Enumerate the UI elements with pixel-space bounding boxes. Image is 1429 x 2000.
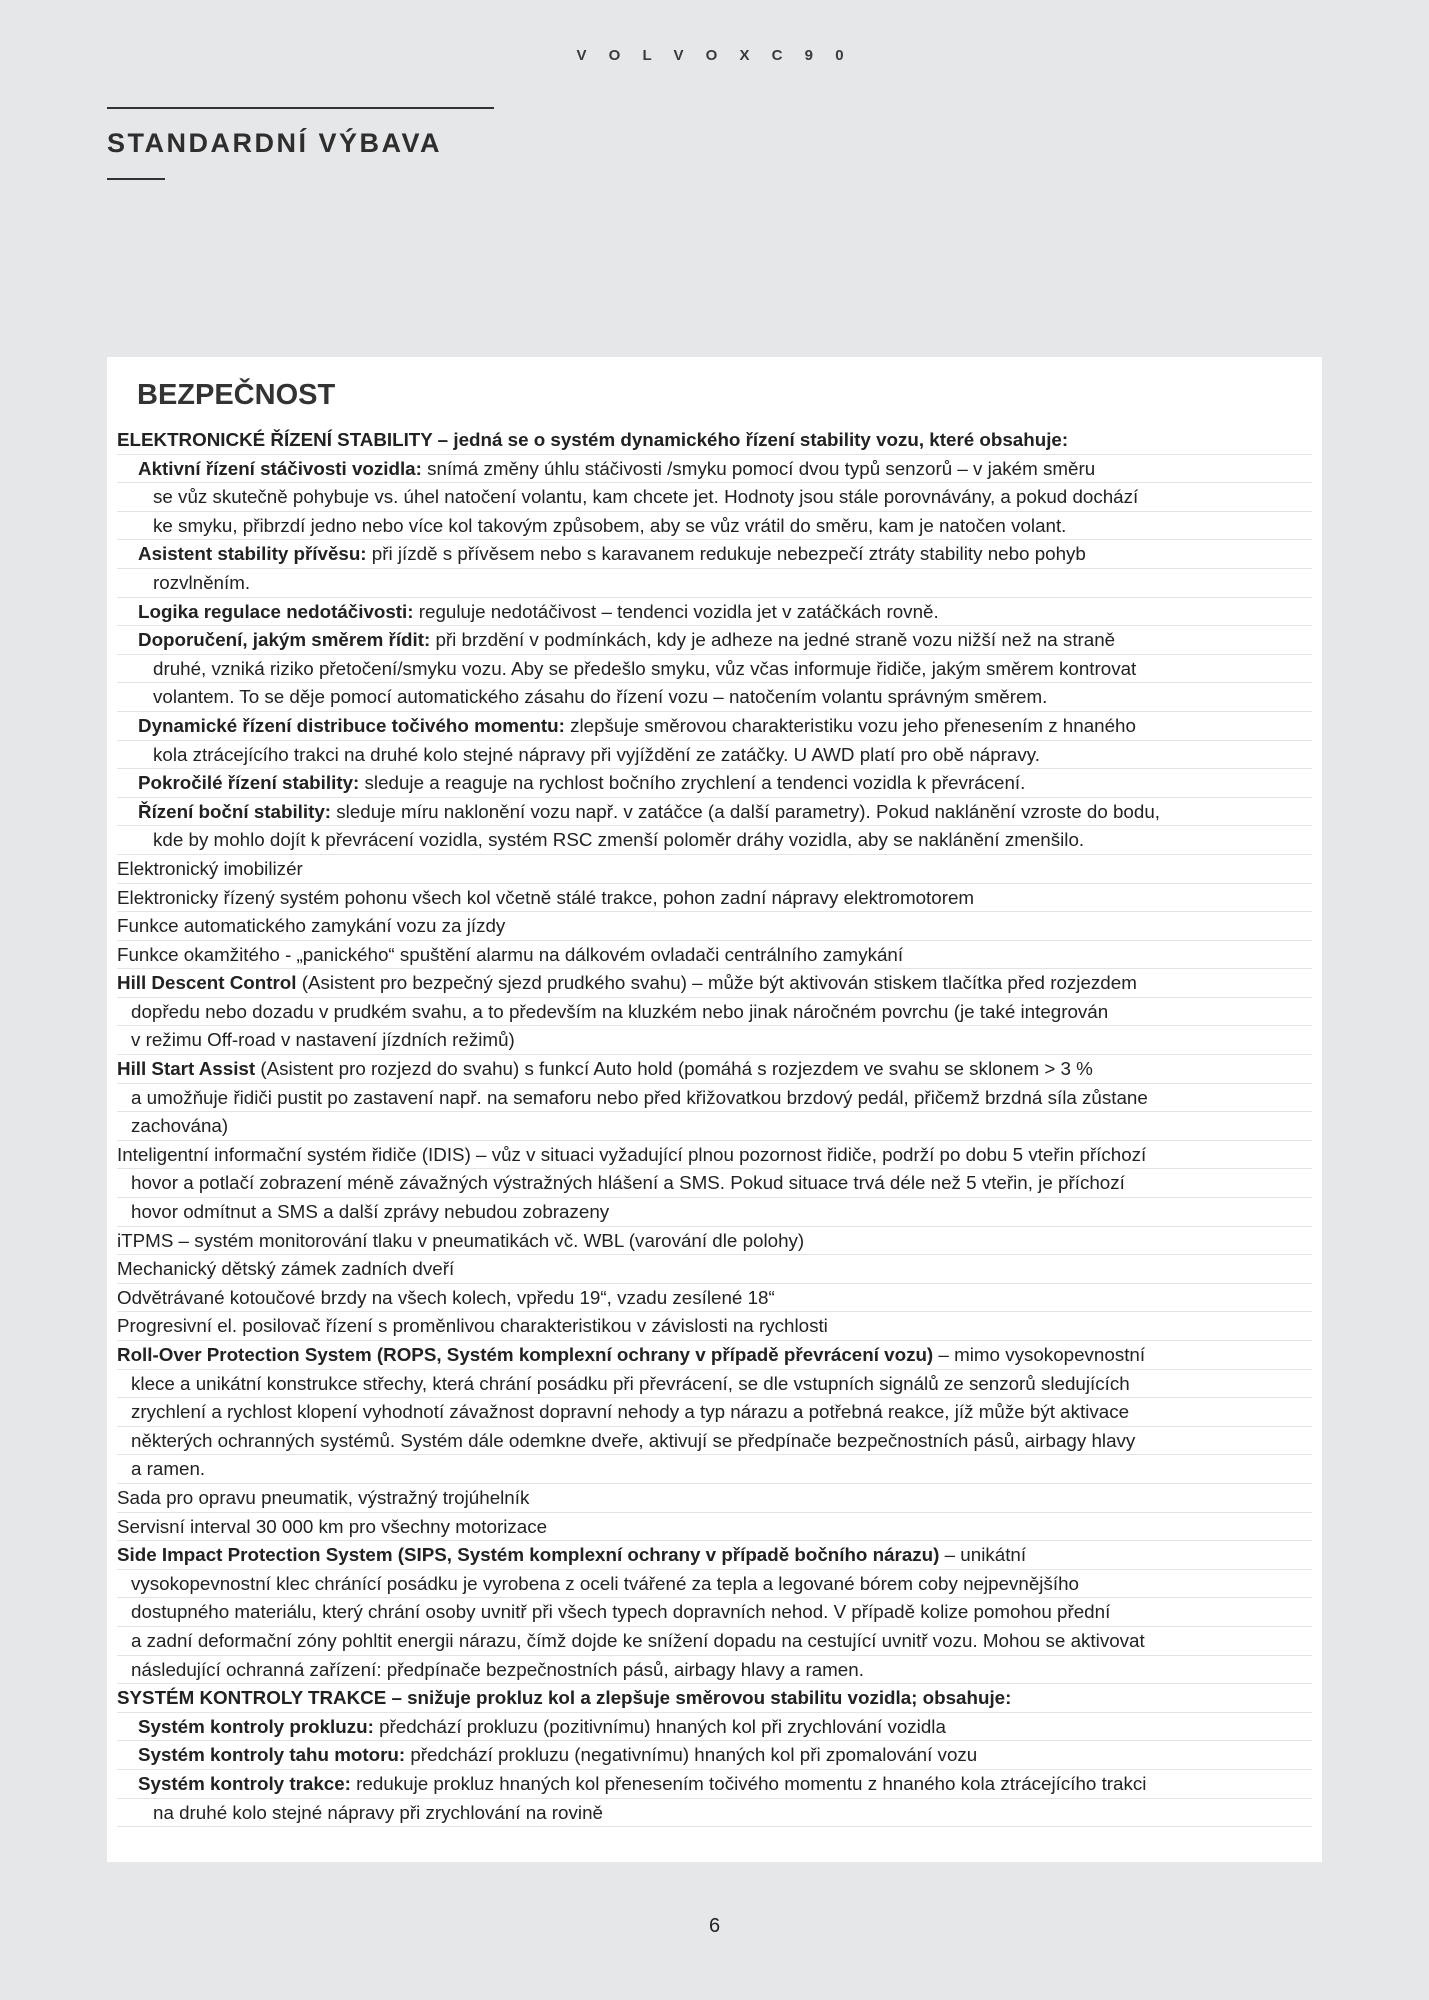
item-text: snímá změny úhlu stáčivosti /smyku pomocí dvou typů senzorů – v jakém směru xyxy=(421,457,1096,479)
list-item xyxy=(117,941,1312,970)
list-item xyxy=(117,855,1312,884)
list-item xyxy=(117,826,1312,855)
item-text: některých ochranných systémů. Systém dále odemkne dveře, aktivují se předpínače bezpečnostních pásů, airbagy hlavy xyxy=(131,1429,1136,1451)
item-text: Sada pro opravu pneumatik, výstražný trojúhelník xyxy=(117,1486,530,1508)
item-term: Side Impact Protection System (SIPS, Systém komplexní ochrany v případě bočního nárazu) xyxy=(117,1544,940,1566)
list-item xyxy=(117,626,1312,655)
item-term: ELEKTRONICKÉ ŘÍZENÍ STABILITY – jedná se o systém dynamického řízení stability vozu, které obsahuje: xyxy=(117,429,1069,450)
list-item xyxy=(117,1713,1312,1742)
list-item xyxy=(117,1684,1312,1713)
item-term: Logika regulace nedotáčivosti: xyxy=(138,600,414,622)
list-item xyxy=(117,798,1312,827)
item-text: dopředu nebo dozadu v prudkém svahu, a to především na kluzkém nebo jinak náročném povrchu (je také integrován xyxy=(131,1000,1109,1022)
item-text: na druhé kolo stejné nápravy při zrychlování na rovině xyxy=(153,1801,603,1823)
list-item xyxy=(117,1026,1312,1055)
list-item xyxy=(117,655,1312,684)
list-item xyxy=(117,1799,1312,1828)
item-text: a ramen. xyxy=(131,1458,206,1480)
list-item xyxy=(117,1284,1312,1313)
item-term: Systém kontroly trakce: xyxy=(138,1772,351,1794)
item-text: a zadní deformační zóny pohltit energii nárazu, čímž dojde ke snížení dopadu na cestující uvnitř vozu. Mohou se aktivovat xyxy=(131,1629,1145,1651)
list-item xyxy=(117,512,1312,541)
list-item xyxy=(117,455,1312,484)
item-text: následující ochranná zařízení: předpínače bezpečnostních pásů, airbagy hlavy a ramen. xyxy=(131,1658,864,1680)
item-text: sleduje míru naklonění vozu např. v zatáčce (a další parametry). Pokud naklánění vzroste do bodu, xyxy=(331,800,1160,822)
list-item xyxy=(117,1084,1312,1113)
list-item xyxy=(117,769,1312,798)
item-text: Funkce automatického zamykání vozu za jízdy xyxy=(117,915,506,937)
list-item xyxy=(117,1541,1312,1570)
list-item xyxy=(117,1198,1312,1227)
list-item xyxy=(117,1770,1312,1799)
list-item xyxy=(117,540,1312,569)
item-text: předchází prokluzu (negativnímu) hnaných kol při zpomalování vozu xyxy=(405,1744,978,1766)
item-term: Roll-Over Protection System (ROPS, Systém komplexní ochrany v případě převrácení vozu) xyxy=(117,1344,934,1365)
item-text: zrychlení a rychlost klopení vyhodnotí závažnost dopravní nehody a typ nárazu a potřebná reakce, jíž může být aktivace xyxy=(131,1401,1130,1423)
list-item xyxy=(117,1484,1312,1513)
list-item xyxy=(117,969,1312,998)
list-item xyxy=(117,1598,1312,1627)
item-text: druhé, vzniká riziko přetočení/smyku vozu. Aby se předešlo smyku, vůz včas informuje řidiče, jakým směrem kontrovat xyxy=(153,657,1137,679)
item-text: kola ztrácejícího trakci na druhé kolo stejné nápravy při vyjíždění ze zatáčky. U AWD platí pro obě nápravy. xyxy=(153,743,1040,765)
item-text: reguluje nedotáčivost – tendenci vozidla jet v zatáčkách rovně. xyxy=(413,600,939,622)
list-item xyxy=(117,1141,1312,1170)
item-term: SYSTÉM KONTROLY TRAKCE – snižuje prokluz kol a zlepšuje směrovou stabilitu vozidla; obsahuje: xyxy=(117,1687,1012,1709)
item-text: hovor odmítnut a SMS a další zprávy nebudou zobrazeny xyxy=(131,1201,610,1223)
list-item xyxy=(117,884,1312,913)
list-item xyxy=(117,569,1312,598)
item-term: Hill Start Assist xyxy=(117,1058,256,1080)
item-text: ke smyku, přibrzdí jedno nebo více kol takovým způsobem, aby se vůz vrátil do směru, kam je natočen volant. xyxy=(153,514,1067,536)
item-text: Mechanický dětský zámek zadních dveří xyxy=(117,1258,455,1280)
list-item xyxy=(117,1427,1312,1456)
header-rule xyxy=(107,107,494,109)
item-text: při jízdě s přívěsem nebo s karavanem redukuje nebezpečí ztráty stability nebo pohyb xyxy=(366,543,1086,565)
item-text: Servisní interval 30 000 km pro všechny motorizace xyxy=(117,1515,548,1537)
item-text: předchází prokluzu (pozitivnímu) hnaných kol při zrychlování vozidla xyxy=(373,1715,946,1737)
item-text: iTPMS – systém monitorování tlaku v pneumatikách vč. WBL (varování dle polohy) xyxy=(117,1229,805,1251)
list-item xyxy=(117,1341,1312,1370)
list-item xyxy=(117,1055,1312,1084)
item-text: (Asistent pro bezpečný sjezd prudkého svahu) – může být aktivován stiskem tlačítka před rozjezdem xyxy=(296,972,1137,994)
list-item xyxy=(117,1169,1312,1198)
item-text: volantem. To se děje pomocí automatického zásahu do řízení vozu – natočením volantu správným směrem. xyxy=(153,686,1048,708)
item-term: Řízení boční stability: xyxy=(138,800,332,822)
item-text: – unikátní xyxy=(939,1544,1027,1566)
page-number: 6 xyxy=(708,1915,721,1937)
item-term: Asistent stability přívěsu: xyxy=(138,543,367,565)
item-text: Inteligentní informační systém řidiče (IDIS) – vůz v situaci vyžadující plnou pozornost řidiče, podrží po dobu 5 vteřin příchozí xyxy=(117,1143,1147,1165)
item-term: Aktivní řízení stáčivosti vozidla: xyxy=(138,457,422,479)
list-item xyxy=(117,1112,1312,1141)
section-heading: BEZPEČNOST xyxy=(137,379,336,411)
list-item xyxy=(117,598,1312,627)
list-item xyxy=(117,1370,1312,1399)
item-text: sleduje a reaguje na rychlost bočního zrychlení a tendenci vozidla k převrácení. xyxy=(359,772,1026,794)
item-text: při brzdění v podmínkách, kdy je adheze na jedné straně vozu nižší než na straně xyxy=(430,629,1116,651)
item-text: vysokopevnostní klec chránící posádku je vyrobena z oceli tvářené za tepla a legované bórem coby nejpevnějšího xyxy=(131,1572,1079,1594)
title-underline xyxy=(107,178,165,180)
list-item xyxy=(117,1513,1312,1542)
item-text: – mimo vysokopevnostní xyxy=(933,1344,1146,1365)
item-text: zlepšuje směrovou charakteristiku vozu jeho přenesením z hnaného xyxy=(564,714,1136,736)
page-title: STANDARDNÍ VÝBAVA xyxy=(107,128,443,158)
item-text: redukuje prokluz hnaných kol přenesením točivého momentu z hnaného kola ztrácejícího trakci xyxy=(350,1772,1147,1794)
list-item xyxy=(117,1255,1312,1284)
list-item xyxy=(117,741,1312,770)
item-text: Elektronicky řízený systém pohonu všech kol včetně stálé trakce, pohon zadní nápravy elektromotorem xyxy=(117,886,975,908)
item-text: a umožňuje řidiči pustit po zastavení např. na semaforu nebo před křižovatkou brzdový pedál, přičemž brzdná síla zůstane xyxy=(131,1086,1148,1108)
list-item xyxy=(117,1627,1312,1656)
list-item xyxy=(117,683,1312,712)
item-term: Systém kontroly prokluzu: xyxy=(138,1715,374,1737)
list-item xyxy=(117,712,1312,741)
item-text: se vůz skutečně pohybuje vs. úhel natočení volantu, kam chcete jet. Hodnoty jsou stále porovnávány, a pokud dochází xyxy=(153,486,1139,508)
list-item xyxy=(117,426,1312,455)
list-item xyxy=(117,483,1312,512)
item-text: dostupného materiálu, který chrání osoby uvnitř při všech typech dopravních nehod. V případě kolize pomohou přední xyxy=(131,1601,1111,1623)
item-text: v režimu Off-road v nastavení jízdních režimů) xyxy=(131,1029,515,1051)
list-item xyxy=(117,912,1312,941)
brand-header: V O L V O X C 9 0 xyxy=(576,47,853,64)
item-term: Pokročilé řízení stability: xyxy=(138,772,360,794)
list-item xyxy=(117,1398,1312,1427)
item-term: Doporučení, jakým směrem řídit: xyxy=(138,629,431,651)
list-item xyxy=(117,1741,1312,1770)
item-text: (Asistent pro rozjezd do svahu) s funkcí Auto hold (pomáhá s rozjezdem ve svahu se sklonem > 3 % xyxy=(255,1058,1093,1080)
item-text: Funkce okamžitého - „panického“ spuštění alarmu na dálkovém ovladači centrálního zamykání xyxy=(117,943,904,965)
item-text: Progresivní el. posilovač řízení s proměnlivou charakteristikou v závislosti na rychlosti xyxy=(117,1315,828,1337)
item-text: Odvětrávané kotoučové brzdy na všech kolech, vpředu 19“, vzadu zesílené 18“ xyxy=(117,1286,775,1308)
list-item xyxy=(117,1312,1312,1341)
equipment-list xyxy=(117,426,1312,1827)
item-text: kde by mohlo dojít k převrácení vozidla, systém RSC zmenší poloměr dráhy vozidla, aby se naklánění zmenšilo. xyxy=(153,829,1085,851)
item-term: Hill Descent Control xyxy=(117,972,297,994)
item-term: Systém kontroly tahu motoru: xyxy=(138,1744,406,1766)
item-text: hovor a potlačí zobrazení méně závažných výstražných hlášení a SMS. Pokud situace trvá déle než 5 vteřin, je příchozí xyxy=(131,1172,1125,1194)
item-text: zachována) xyxy=(131,1115,229,1137)
list-item xyxy=(117,1570,1312,1599)
item-text: rozvlněním. xyxy=(153,571,251,593)
list-item xyxy=(117,1656,1312,1685)
item-text: klece a unikátní konstrukce střechy, která chrání posádku při převrácení, se dle vstupních signálů ze senzorů sledujících xyxy=(131,1372,1130,1394)
item-term: Dynamické řízení distribuce točivého momentu: xyxy=(138,714,565,736)
list-item xyxy=(117,1227,1312,1256)
content-panel xyxy=(107,357,1322,1862)
list-item xyxy=(117,998,1312,1027)
list-item xyxy=(117,1455,1312,1484)
item-text: Elektronický imobilizér xyxy=(117,857,303,879)
